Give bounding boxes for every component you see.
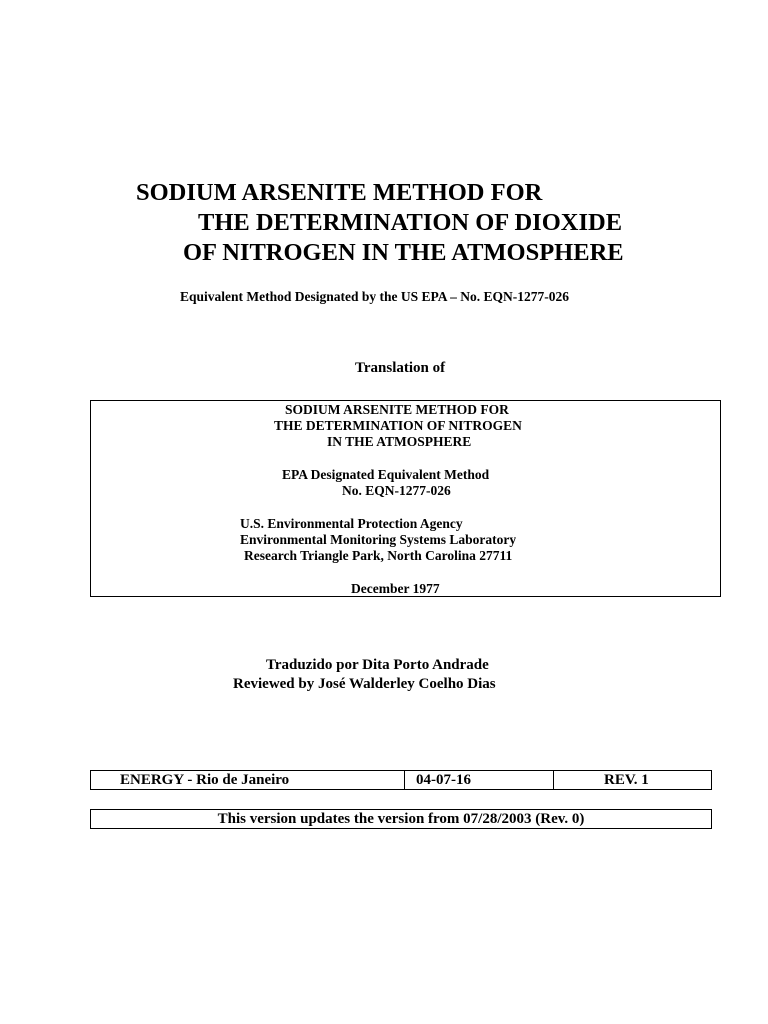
original-agency-line-1: U.S. Environmental Protection Agency — [240, 516, 463, 531]
original-agency-line-2: Environmental Monitoring Systems Laboratory — [240, 532, 517, 547]
original-title-line-1: SODIUM ARSENITE METHOD FOR — [285, 402, 509, 417]
translator-credit: Traduzido por Dita Porto Andrade — [266, 657, 489, 673]
version-update-note: This version updates the version from 07/28/2003 (Rev. 0) — [90, 809, 712, 829]
title-line-2: THE DETERMINATION OF DIOXIDE — [198, 209, 623, 236]
date-cell: 04-07-16 — [405, 771, 554, 789]
original-method-line-2: No. EQN-1277-026 — [342, 483, 451, 498]
revision-cell: REV. 1 — [604, 772, 649, 788]
subtitle: Equivalent Method Designated by the US EPA – No. EQN-1277-026 — [180, 289, 570, 304]
title-line-1: SODIUM ARSENITE METHOD FOR — [136, 179, 543, 206]
original-method-line-1: EPA Designated Equivalent Method — [282, 467, 490, 482]
document-info-table — [90, 770, 712, 790]
original-title-line-3: IN THE ATMOSPHERE — [327, 434, 472, 449]
organization-cell: ENERGY - Rio de Janeiro — [91, 771, 405, 789]
translation-label: Translation of — [355, 360, 446, 376]
title-line-3: OF NITROGEN IN THE ATMOSPHERE — [183, 239, 624, 266]
original-date: December 1977 — [351, 581, 440, 596]
original-document-box — [90, 400, 721, 597]
original-title-line-2: THE DETERMINATION OF NITROGEN — [274, 418, 522, 433]
reviewer-credit: Reviewed by José Walderley Coelho Dias — [233, 676, 496, 692]
original-agency-line-3: Research Triangle Park, North Carolina 27711 — [244, 548, 513, 563]
